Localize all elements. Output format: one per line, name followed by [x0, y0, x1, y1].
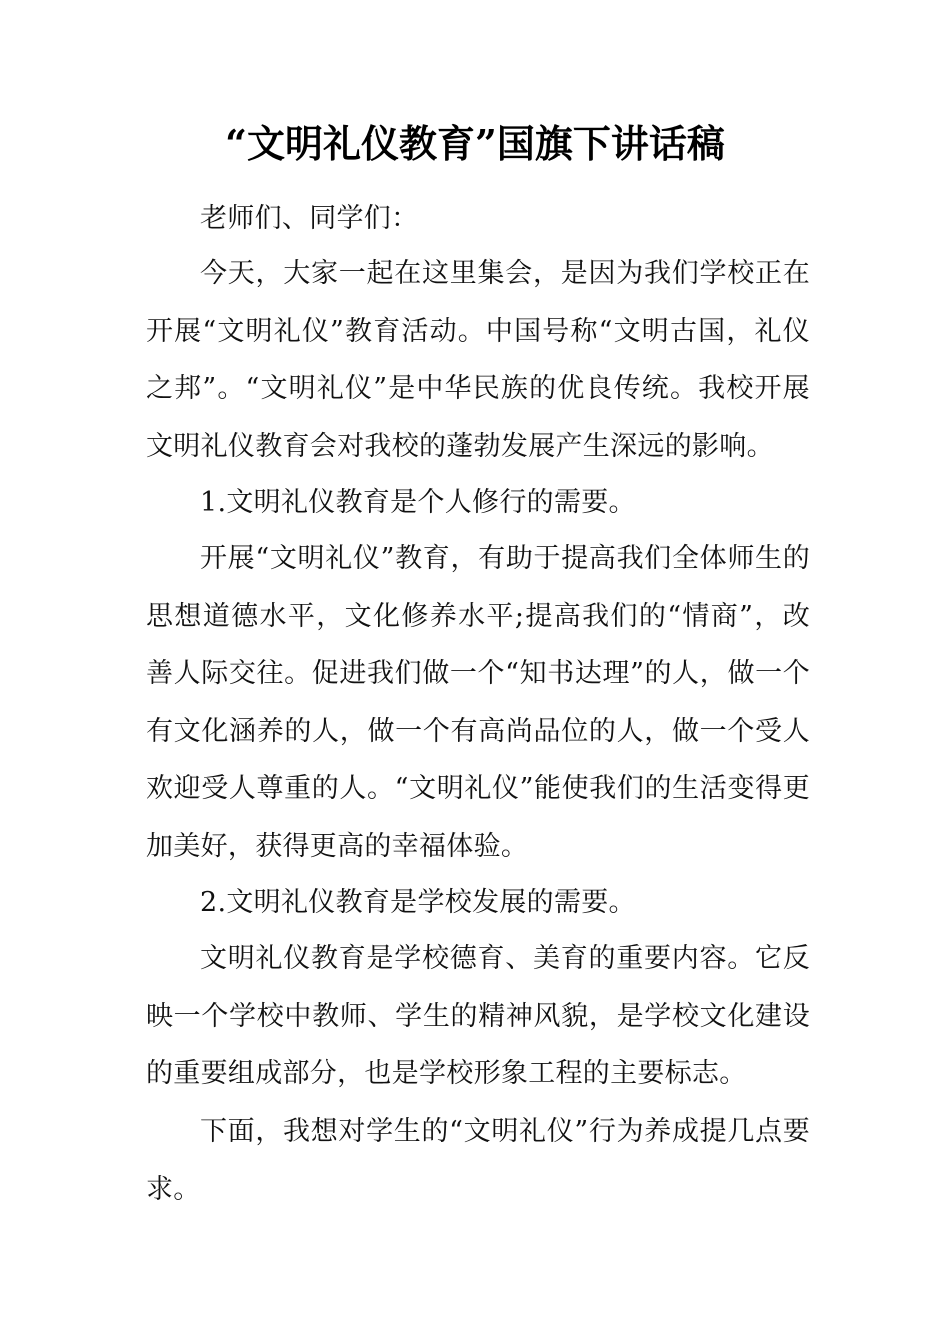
document-title: “文明礼仪教育”国旗下讲话稿	[225, 121, 725, 166]
section-body-1: 开展“文明礼仪”教育，有助于提高我们全体师生的思想道德水平，文化修养水平;提高我们的“情商”，改善人际交往。促进我们做一个“知书达理”的人，做一个有文化涵养的人，做一个有高尚品位的人，做一个受人欢迎受人尊重的人。“文明礼仪”能使我们的生活变得更加美好，获得更高的幸福体验。	[146, 543, 810, 862]
section-heading-2: 2.文明礼仪教育是学校发展的需要。	[200, 887, 636, 918]
greeting-paragraph: 老师们、同学们：	[200, 203, 419, 234]
section-body-2: 文明礼仪教育是学校德育、美育的重要内容。它反映一个学校中教师、学生的精神风貌，是学校文化建设的重要组成部分，也是学校形象工程的主要标志。	[146, 943, 810, 1089]
section-heading-1: 1.文明礼仪教育是个人修行的需要。	[200, 487, 636, 518]
intro-paragraph: 今天，大家一起在这里集会，是因为我们学校正在开展“文明礼仪”教育活动。中国号称“文明古国，礼仪之邦”。“文明礼仪”是中华民族的优良传统。我校开展文明礼仪教育会对我校的蓬勃发展产生深远的影响。	[146, 258, 810, 462]
closing-paragraph: 下面，我想对学生的“文明礼仪”行为养成提几点要求。	[146, 1116, 810, 1205]
